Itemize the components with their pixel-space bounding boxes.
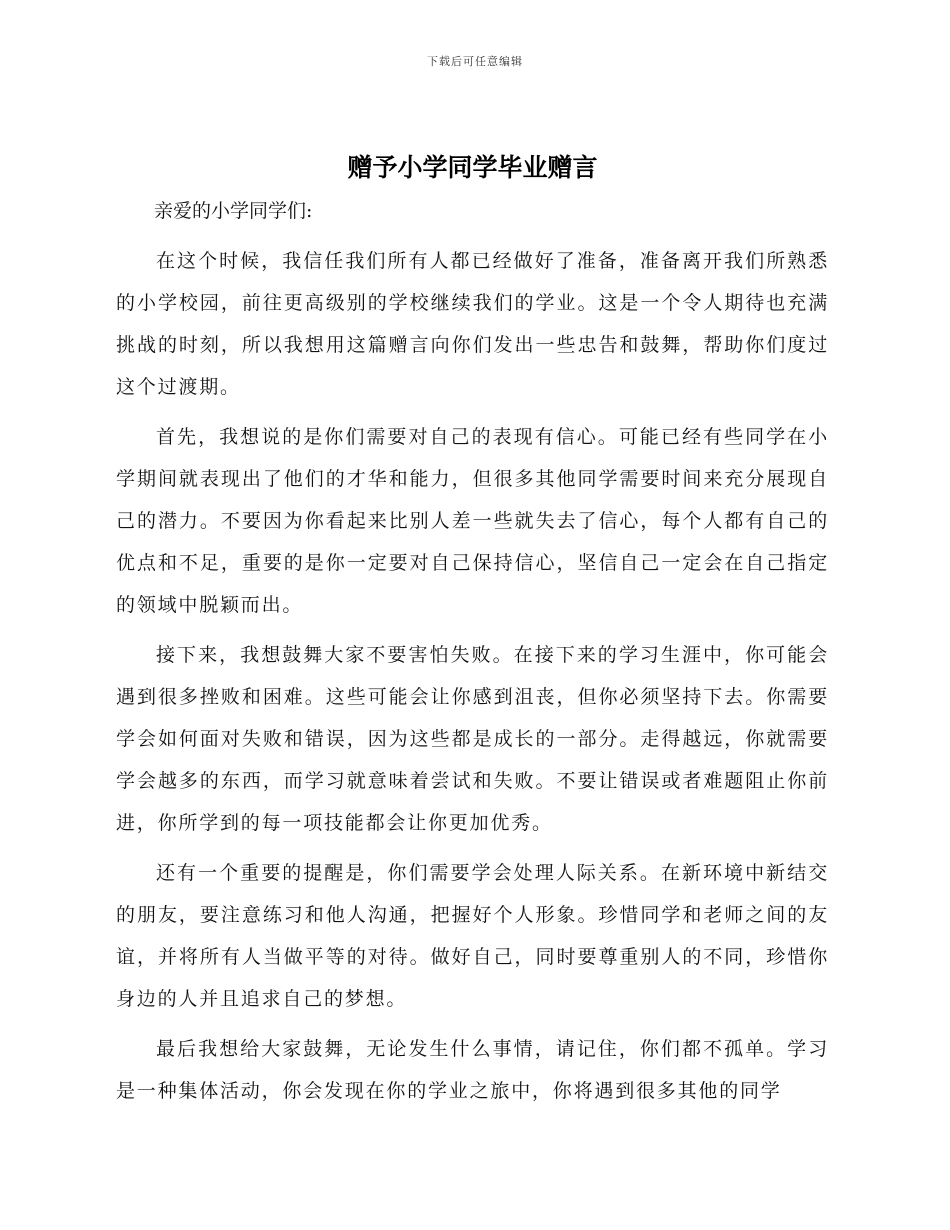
paragraph-4: 还有一个重要的提醒是，你们需要学会处理人际关系。在新环境中新结交的朋友，要注意练习和他人沟通，把握好个人形象。珍惜同学和老师之间的友谊，并将所有人当做平等的对待。做好自己，同时要尊重别人的不同，珍惜你身边的人并且追求自己的梦想。 (116, 862, 829, 1010)
document-title: 赠予小学同学毕业赠言 (347, 153, 598, 182)
document-body (116, 146, 829, 1120)
paragraph-3: 接下来，我想鼓舞大家不要害怕失败。在接下来的学习生涯中，你可能会遇到很多挫败和困难。这些可能会让你感到沮丧，但你必须坚持下去。你需要学会如何面对失败和错误，因为这些都是成长的一部分。走得越远，你就需要学会越多的东西，而学习就意味着尝试和失败。不要让错误或者难题阻止你前进，你所学到的每一项技能都会让你更加优秀。 (116, 644, 829, 834)
paragraph-5: 最后我想给大家鼓舞，无论发生什么事情，请记住，你们都不孤单。学习是一种集体活动，你会发现在你的学业之旅中，你将遇到很多其他的同学 (116, 1038, 829, 1102)
paragraph-2: 首先，我想说的是你们需要对自己的表现有信心。可能已经有些同学在小学期间就表现出了他们的才华和能力，但很多其他同学需要时间来充分展现自己的潜力。不要因为你看起来比别人差一些就失去了信心，每个人都有自己的优点和不足，重要的是你一定要对自己保持信心，坚信自己一定会在自己指定的领域中脱颖而出。 (116, 426, 829, 616)
paragraph-1: 在这个时候，我信任我们所有人都已经做好了准备，准备离开我们所熟悉的小学校园，前往更高级别的学校继续我们的学业。这是一个令人期待也充满挑战的时刻，所以我想用这篇赠言向你们发出一些忠告和鼓舞，帮助你们度过这个过渡期。 (116, 250, 829, 398)
page-header-note: 下载后可任意编辑 (427, 55, 523, 68)
greeting-line: 亲爱的小学同学们: (154, 200, 313, 222)
